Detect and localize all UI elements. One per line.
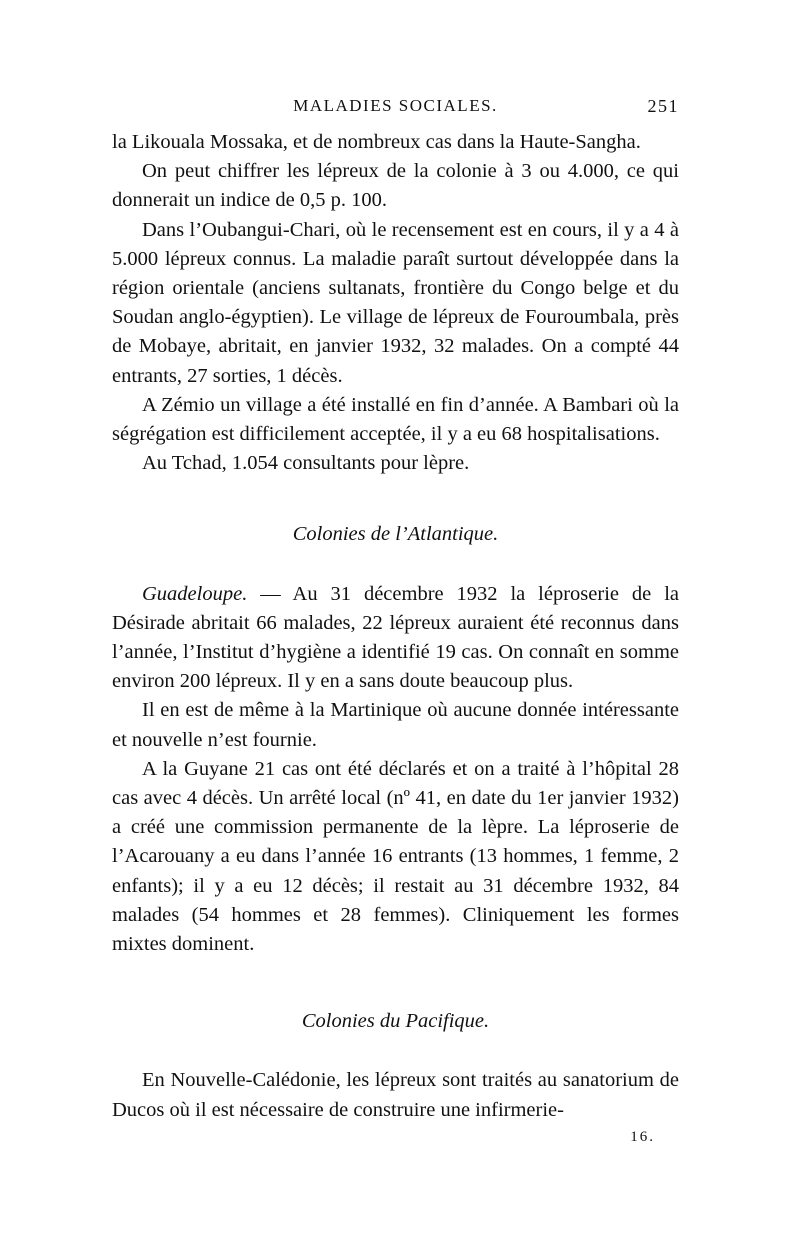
guadeloupe-text: — Au 31 décembre 1932 la léproserie de la Désirade abritait 66 malades, 22 lépreux auraient été reconnus dans l’année, l’Institut d’hygiène a identifié 19 cas. On connaît en somme environ 200 lépreux. Il y en a sans doute beaucoup plus. (112, 582, 679, 693)
page-number: 251 (647, 96, 679, 116)
section-heading-pacifique: Colonies du Pacifique. (301, 1010, 490, 1033)
paragraph-nouvelle-caledonie: En Nouvelle-Calédonie, les lépreux sont traités au sanatorium de Ducos où il est nécessaire de construire une infirmerie- (112, 1069, 679, 1121)
paragraph-guyane: A la Guyane 21 cas ont été déclarés et on a traité à l’hôpital 28 cas avec 4 décès. Un arrêté local (nº 41, en date du 1er janvier 1932) a créé une commission permanente de la lèpre. La léproserie de l’Acarouany a eu dans l’année 16 entrants (13 hommes, 1 femme, 2 enfants); il y a eu 12 décès; il restait au 31 décembre 1932, 84 malades (54 hommes et 28 femmes). Cliniquement les formes mixtes dominent. (112, 757, 679, 956)
paragraph-martinique: Il en est de même à la Martinique où aucune donnée intéressante et nouvelle n’est fournie. (112, 699, 679, 751)
paragraph-tchad: Au Tchad, 1.054 consultants pour lèpre. (142, 452, 470, 475)
running-title: MALADIES SOCIALES. (293, 96, 498, 115)
paragraph-likouala: la Likouala Mossaka, et de nombreux cas dans la Haute-Sangha. (112, 131, 641, 153)
book-page (112, 96, 679, 1146)
guadeloupe-label: Guadeloupe. (142, 582, 248, 605)
paragraph-guadeloupe (112, 580, 679, 697)
section-heading-atlantique: Colonies de l’Atlantique. (292, 523, 499, 546)
signature-mark: 16. (630, 1128, 655, 1145)
paragraph-zemio: A Zémio un village a été installé en fin d’année. A Bambari où la ségrégation est difficilement acceptée, il y a eu 68 hospitalisations. (112, 393, 679, 446)
paragraph-oubangui-chari: Dans l’Oubangui-Chari, où le recensement est en cours, il y a 4 à 5.000 lépreux connus. La maladie paraît surtout développée dans la région orientale (anciens sultanats, frontière du Congo belge et du Soudan anglo-égyptien). Le village de lépreux de Fouroumbala, près de Mobaye, abritait, en janvier 1932, 32 malades. On a compté 44 entrants, 27 sorties, 1 décès. (112, 218, 679, 387)
paragraph-chiffrer: On peut chiffrer les lépreux de la colonie à 3 ou 4.000, ce qui donnerait un indice de 0,5 p. 100. (112, 160, 679, 212)
running-head (112, 96, 679, 128)
